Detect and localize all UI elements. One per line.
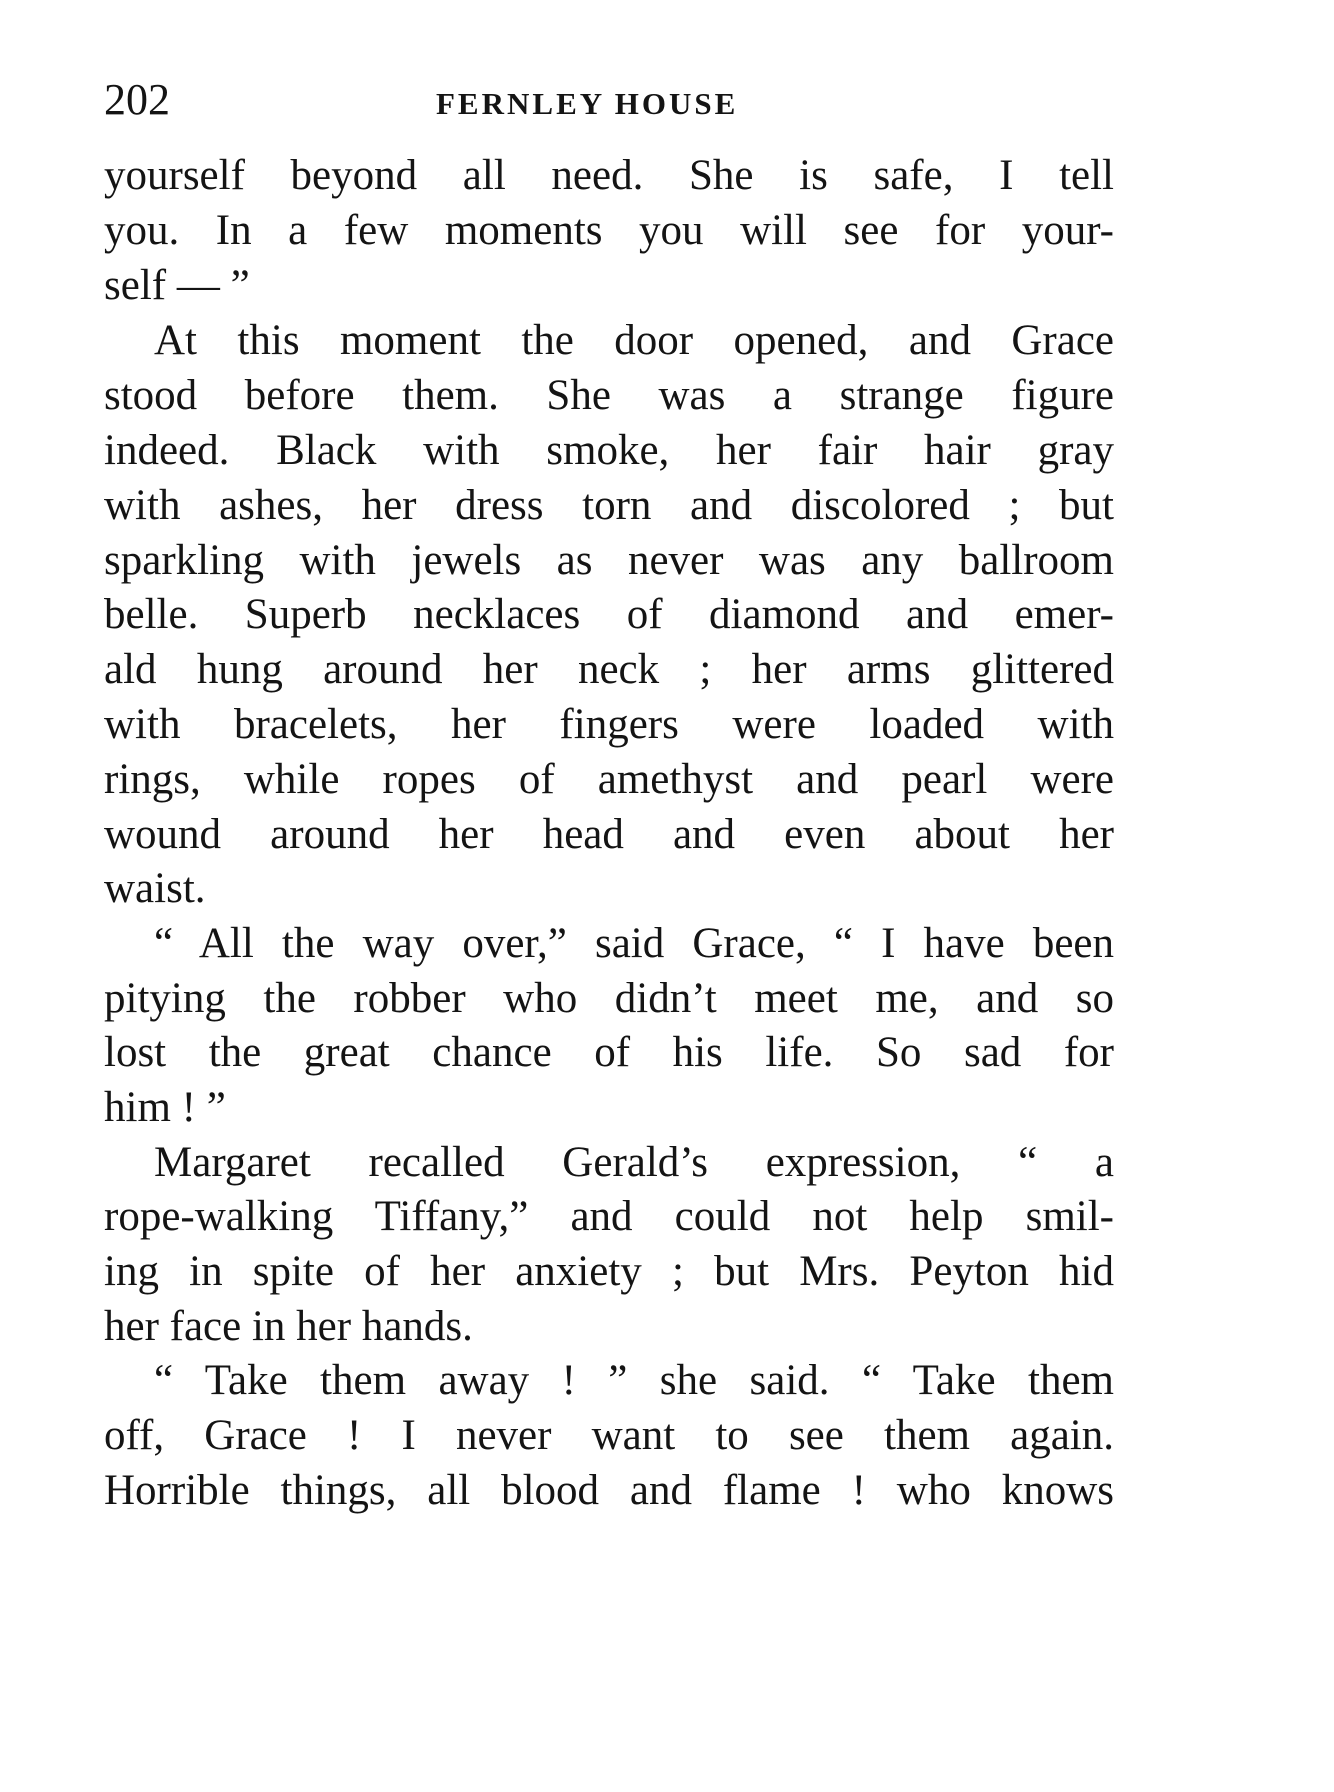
text-line: rings, while ropes of amethyst and pearl were	[104, 756, 1114, 803]
text-line: “ Take them away ! ” she said. “ Take them	[154, 1357, 1114, 1404]
text-line: belle. Superb necklaces of diamond and emer-	[104, 591, 1114, 638]
text-line: with ashes, her dress torn and discolored ; but	[104, 482, 1114, 529]
text-line: yourself beyond all need. She is safe, I tell	[104, 152, 1114, 199]
text-line: indeed. Black with smoke, her fair hair gray	[104, 427, 1114, 474]
text-line: you. In a few moments you will see for your-	[104, 207, 1114, 254]
text-line: rope-walking Tiffany,” and could not help smil-	[104, 1193, 1114, 1240]
text-line: pitying the robber who didn’t meet me, and so	[104, 975, 1114, 1022]
text-line: ing in spite of her anxiety ; but Mrs. Peyton hid	[104, 1248, 1114, 1295]
text-line: self — ”	[104, 262, 250, 309]
text-line: wound around her head and even about her	[104, 811, 1114, 858]
running-title: FERNLEY HOUSE	[436, 86, 739, 121]
text-line: stood before them. She was a strange figure	[104, 372, 1114, 419]
page-number: 202	[104, 75, 170, 124]
text-line: Horrible things, all blood and flame ! who knows	[104, 1467, 1114, 1514]
text-line: sparkling with jewels as never was any ballroom	[104, 537, 1114, 584]
text-line: “ All the way over,” said Grace, “ I have been	[154, 920, 1114, 967]
text-line: waist.	[104, 865, 206, 912]
text-line: ald hung around her neck ; her arms glittered	[104, 646, 1114, 693]
text-line: Margaret recalled Gerald’s expression, “ a	[154, 1139, 1114, 1186]
text-line: her face in her hands.	[104, 1303, 473, 1350]
text-line: off, Grace ! I never want to see them again.	[104, 1412, 1114, 1459]
text-line: him ! ”	[104, 1084, 226, 1131]
text-line: with bracelets, her fingers were loaded with	[104, 701, 1114, 748]
text-line: lost the great chance of his life. So sad for	[104, 1029, 1114, 1076]
text-line: At this moment the door opened, and Grace	[154, 317, 1114, 364]
